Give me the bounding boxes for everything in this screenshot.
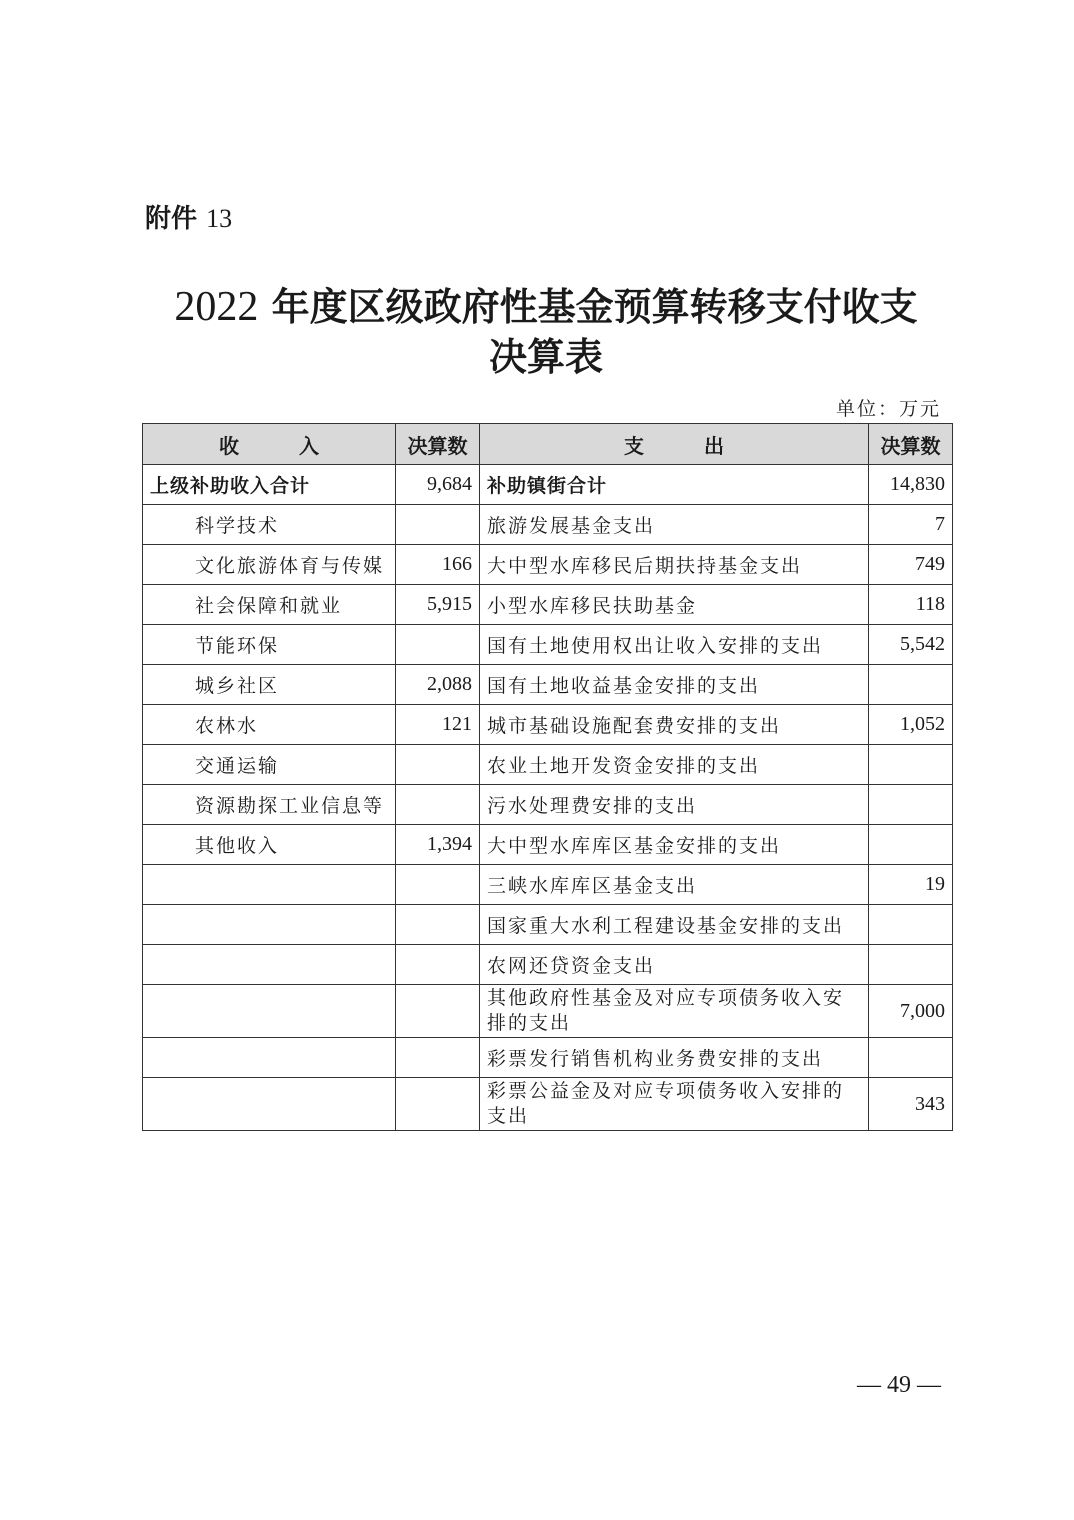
expenditure-amount [869, 785, 953, 825]
income-amount: 5,915 [396, 585, 480, 625]
income-amount [396, 905, 480, 945]
income-item [143, 1078, 396, 1131]
income-item: 科学技术 [143, 505, 396, 545]
income-amount: 9,684 [396, 465, 480, 505]
expenditure-item: 补助镇街合计 [480, 465, 869, 505]
income-amount: 1,394 [396, 825, 480, 865]
expenditure-item: 国有土地使用权出让收入安排的支出 [480, 625, 869, 665]
income-amount [396, 945, 480, 985]
expenditure-item: 国家重大水利工程建设基金安排的支出 [480, 905, 869, 945]
expenditure-item: 彩票发行销售机构业务费安排的支出 [480, 1038, 869, 1078]
income-item [143, 865, 396, 905]
expenditure-amount [869, 665, 953, 705]
income-item: 交通运输 [143, 745, 396, 785]
attachment-prefix: 附件 [145, 204, 198, 234]
expenditure-item: 小型水库移民扶助基金 [480, 585, 869, 625]
table-row [143, 585, 953, 625]
expenditure-amount: 7 [869, 505, 953, 545]
expenditure-amount: 5,542 [869, 625, 953, 665]
table-row [143, 705, 953, 745]
header-income: 收 入 [143, 424, 396, 465]
expenditure-item: 大中型水库移民后期扶持基金支出 [480, 545, 869, 585]
income-item [143, 945, 396, 985]
expenditure-item: 其他政府性基金及对应专项债务收入安排的支出 [480, 985, 869, 1038]
budget-table [142, 423, 953, 1131]
attachment-number: 13 [206, 204, 233, 233]
income-amount [396, 505, 480, 545]
title-line-2: 决算表 [488, 335, 603, 379]
table-row [143, 785, 953, 825]
table-row [143, 865, 953, 905]
income-item: 上级补助收入合计 [143, 465, 396, 505]
income-item [143, 985, 396, 1038]
expenditure-amount: 7,000 [869, 985, 953, 1038]
income-item: 农林水 [143, 705, 396, 745]
title-line1-text: 年度区级政府性基金预算转移支付收支 [271, 285, 918, 329]
income-item [143, 1038, 396, 1078]
table-row [143, 745, 953, 785]
expenditure-item: 旅游发展基金支出 [480, 505, 869, 545]
expenditure-amount [869, 1038, 953, 1078]
page-number: — 49 — [857, 1372, 941, 1398]
expenditure-item: 农业土地开发资金安排的支出 [480, 745, 869, 785]
table-row [143, 825, 953, 865]
income-amount: 121 [396, 705, 480, 745]
table-row [143, 545, 953, 585]
income-amount [396, 865, 480, 905]
table-row [143, 1078, 953, 1131]
income-amount [396, 625, 480, 665]
expenditure-amount: 19 [869, 865, 953, 905]
expenditure-amount [869, 745, 953, 785]
header-expenditure-amount: 决算数 [869, 424, 953, 465]
table-row [143, 665, 953, 705]
income-amount [396, 1038, 480, 1078]
expenditure-amount [869, 825, 953, 865]
expenditure-amount: 14,830 [869, 465, 953, 505]
expenditure-amount: 343 [869, 1078, 953, 1131]
expenditure-amount [869, 945, 953, 985]
income-amount [396, 985, 480, 1038]
table-row [143, 1038, 953, 1078]
header-income-amount: 决算数 [396, 424, 480, 465]
income-amount: 2,088 [396, 665, 480, 705]
expenditure-item: 三峡水库库区基金支出 [480, 865, 869, 905]
table-row [143, 465, 953, 505]
header-expenditure: 支 出 [480, 424, 869, 465]
income-item: 社会保障和就业 [143, 585, 396, 625]
expenditure-amount [869, 905, 953, 945]
expenditure-item: 国有土地收益基金安排的支出 [480, 665, 869, 705]
expenditure-item: 大中型水库库区基金安排的支出 [480, 825, 869, 865]
income-item: 节能环保 [143, 625, 396, 665]
table-row [143, 625, 953, 665]
expenditure-amount: 118 [869, 585, 953, 625]
table-row [143, 985, 953, 1038]
expenditure-amount: 749 [869, 545, 953, 585]
expenditure-item: 农网还贷资金支出 [480, 945, 869, 985]
expenditure-item: 污水处理费安排的支出 [480, 785, 869, 825]
unit-label: 单位：万元 [835, 398, 941, 420]
expenditure-item: 城市基础设施配套费安排的支出 [480, 705, 869, 745]
income-item: 城乡社区 [143, 665, 396, 705]
income-amount [396, 1078, 480, 1131]
table-body [143, 465, 953, 1131]
income-amount: 166 [396, 545, 480, 585]
table-row [143, 945, 953, 985]
attachment-label [145, 198, 232, 235]
income-amount [396, 785, 480, 825]
title-year: 2022 [174, 284, 259, 330]
income-item [143, 905, 396, 945]
expenditure-item: 彩票公益金及对应专项债务收入安排的支出 [480, 1078, 869, 1131]
page-title [142, 282, 950, 382]
title-line-1 [142, 282, 950, 332]
income-amount [396, 745, 480, 785]
table-header-row [143, 424, 953, 465]
expenditure-amount: 1,052 [869, 705, 953, 745]
table-row [143, 505, 953, 545]
income-item: 其他收入 [143, 825, 396, 865]
table-row [143, 905, 953, 945]
income-item: 文化旅游体育与传媒 [143, 545, 396, 585]
income-item: 资源勘探工业信息等 [143, 785, 396, 825]
